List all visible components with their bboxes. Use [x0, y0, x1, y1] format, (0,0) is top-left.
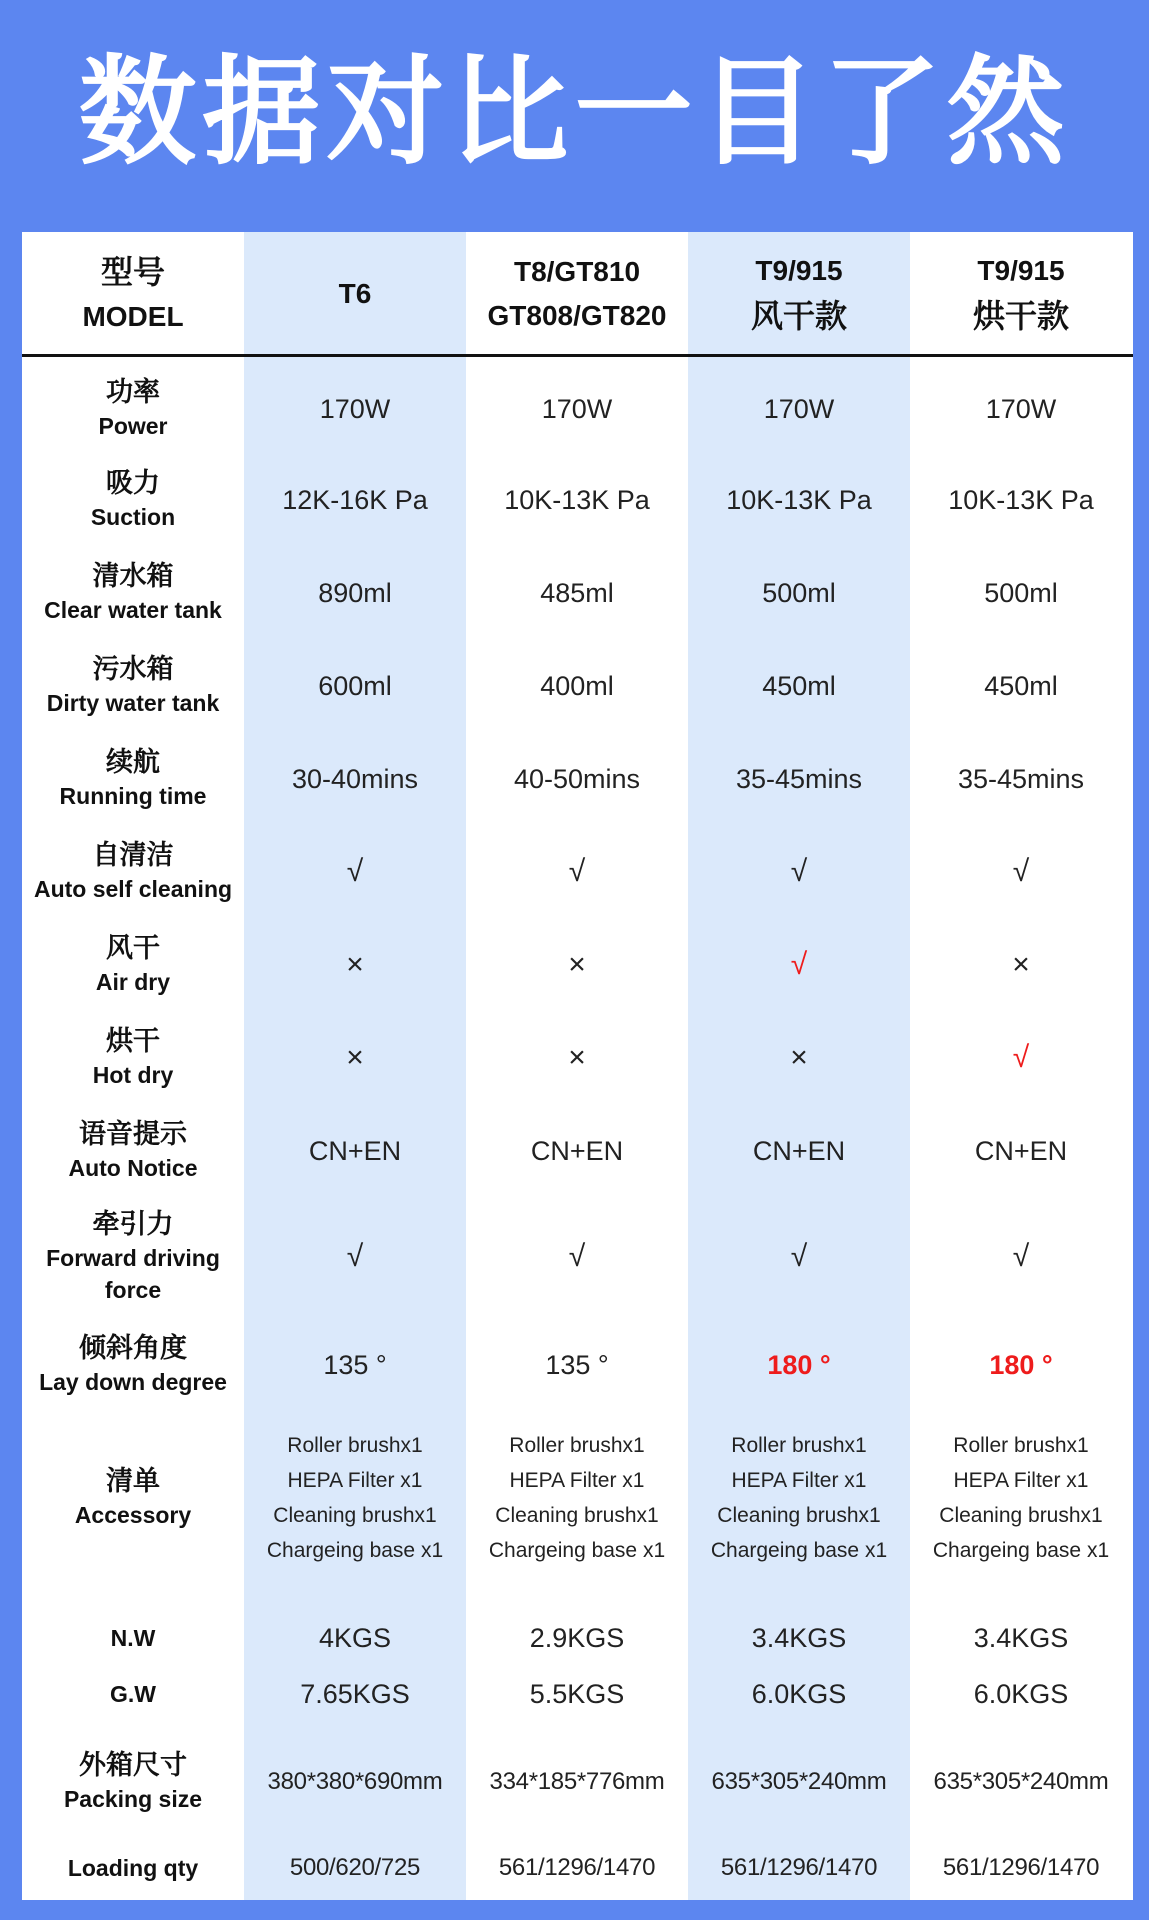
cell-t9-hot: 10K-13K Pa [948, 484, 1094, 515]
row-label-en: Lay down degree [39, 1369, 227, 1395]
model-variant: 烘干款 [972, 296, 1069, 335]
check-mark: √ [346, 855, 364, 888]
row-accessory [22, 1414, 1133, 1582]
accessory-item: HEPA Filter x1 [731, 1469, 867, 1492]
row-loading-qty [22, 1842, 1133, 1894]
cell-t9-hot: 6.0KGS [973, 1678, 1069, 1709]
accessory-item: Roller brushx1 [287, 1434, 423, 1457]
row-label [22, 1104, 244, 1198]
model-name: T8/GT810 [513, 255, 641, 287]
row-net-weight [22, 1612, 1133, 1664]
cell-t6: 30-40mins [291, 763, 419, 794]
accessory-item: Chargeing base x1 [932, 1539, 1110, 1562]
check-mark: √ [1012, 855, 1030, 888]
cell-t9-air: 170W [763, 393, 835, 424]
cross-mark: × [790, 1041, 808, 1074]
cross-mark: × [346, 948, 364, 981]
row-label-en: Auto Notice [68, 1155, 198, 1181]
row-label-en: Air dry [95, 969, 171, 995]
cell-t9-air: 450ml [762, 670, 836, 701]
row-label-en: Running time [59, 783, 207, 809]
cell-t9-hot: 561/1296/1470 [942, 1854, 1100, 1881]
row-label [22, 546, 244, 640]
cell-t6: 890ml [318, 577, 392, 608]
page-title: 数据对比一目了然 [78, 43, 1071, 181]
cell-t6: 4KGS [318, 1622, 392, 1653]
row-label [22, 1198, 244, 1316]
row-label-cn: 清单 [106, 1466, 160, 1497]
header-model-t9-hot [910, 232, 1132, 355]
accessory-list-t9-hot [910, 1414, 1132, 1582]
check-mark: √ [1012, 1240, 1030, 1273]
row-label [22, 1612, 244, 1664]
row-packing-size [22, 1732, 1133, 1832]
row-label-cn: 吸力 [106, 468, 160, 499]
title-banner [0, 0, 1149, 232]
row-label [22, 732, 244, 826]
cell-t9-air: 635*305*240mm [711, 1768, 887, 1795]
accessory-item: Roller brushx1 [509, 1434, 645, 1457]
accessory-item: Cleaning brushx1 [273, 1504, 437, 1527]
row-label [22, 1012, 244, 1104]
accessory-item: Chargeing base x1 [266, 1539, 444, 1562]
model-name: T9/915 [755, 254, 843, 286]
header-label-cn: 型号 [100, 252, 165, 291]
check-mark: √ [568, 855, 586, 888]
check-mark: √ [346, 1240, 364, 1273]
row-label-en: Forward driving [46, 1245, 220, 1271]
cell-t9-hot: CN+EN [974, 1135, 1068, 1166]
cross-mark: × [346, 1041, 364, 1074]
cell-t8: 135 ° [545, 1349, 609, 1380]
row-power [22, 364, 1133, 454]
row-label-en: Suction [90, 504, 176, 530]
cell-t8: CN+EN [530, 1135, 624, 1166]
cell-t6: CN+EN [308, 1135, 402, 1166]
row-label [22, 640, 244, 732]
header-divider [22, 354, 1133, 357]
row-label-en: Hot dry [92, 1062, 174, 1088]
row-label [22, 1732, 244, 1832]
cell-t8: 170W [541, 393, 613, 424]
accessory-item: HEPA Filter x1 [287, 1469, 423, 1492]
accessory-item: HEPA Filter x1 [953, 1469, 1089, 1492]
cell-t6: 7.65KGS [300, 1678, 410, 1709]
header-model-t6 [244, 232, 466, 355]
accessory-list-t6 [244, 1414, 466, 1582]
row-label-cn: 清水箱 [92, 561, 174, 592]
cell-t9-hot: 3.4KGS [973, 1622, 1069, 1653]
row-label-cn: 语音提示 [79, 1119, 187, 1150]
row-label-en: Clear water tank [44, 597, 222, 623]
cell-t8: 334*185*776mm [489, 1768, 665, 1795]
cell-t8: 10K-13K Pa [504, 484, 650, 515]
cell-t6: 135 ° [323, 1349, 387, 1380]
cell-t6: 600ml [318, 670, 392, 701]
comparison-table [22, 232, 1133, 1900]
row-label-cn: 牵引力 [92, 1209, 174, 1240]
row-label-en: Auto self cleaning [33, 876, 233, 902]
header-label-cell [22, 232, 244, 355]
check-mark-highlight: √ [790, 948, 808, 981]
model-variant: 风干款 [750, 296, 847, 335]
row-label-en: Accessory [74, 1502, 192, 1528]
row-label-cn: 功率 [106, 377, 160, 408]
row-label [22, 454, 244, 546]
header-label-en: MODEL [82, 300, 184, 332]
cell-t6: 12K-16K Pa [282, 484, 428, 515]
model-name: T9/915 [977, 254, 1065, 286]
accessory-list-t8 [466, 1414, 688, 1582]
row-hot-dry [22, 1012, 1133, 1104]
row-label-cn: 风干 [106, 933, 160, 964]
row-label-en: Power [98, 413, 168, 439]
row-label [22, 1668, 244, 1720]
cell-t9-air: 6.0KGS [751, 1678, 847, 1709]
cell-t8: 5.5KGS [529, 1678, 625, 1709]
row-label-cn: 倾斜角度 [79, 1333, 187, 1364]
row-label-en: N.W [110, 1625, 156, 1651]
cell-t9-hot: 450ml [984, 670, 1058, 701]
row-label-cn: 续航 [106, 747, 160, 778]
row-label-en: Loading qty [67, 1855, 199, 1881]
cross-mark: × [1012, 948, 1030, 981]
cell-t9-air-highlight: 180 ° [767, 1349, 831, 1380]
cell-t8: 40-50mins [513, 763, 641, 794]
row-label-en: Dirty water tank [46, 690, 220, 716]
row-label-en: Packing size [63, 1786, 203, 1812]
cell-t8: 2.9KGS [529, 1622, 625, 1653]
accessory-item: Roller brushx1 [731, 1434, 867, 1457]
cell-t8: 400ml [540, 670, 614, 701]
row-label [22, 826, 244, 918]
row-gross-weight [22, 1668, 1133, 1720]
accessory-item: Cleaning brushx1 [939, 1504, 1103, 1527]
row-label [22, 1414, 244, 1582]
check-mark: √ [790, 855, 808, 888]
model-name: T6 [338, 277, 372, 309]
accessory-item: Roller brushx1 [953, 1434, 1089, 1457]
row-label [22, 1842, 244, 1894]
cell-t9-hot: 35-45mins [957, 763, 1085, 794]
check-mark-highlight: √ [1012, 1041, 1030, 1074]
cell-t9-air: 10K-13K Pa [726, 484, 872, 515]
row-suction [22, 454, 1133, 546]
row-lay-down-degree [22, 1316, 1133, 1414]
cell-t9-hot: 170W [985, 393, 1057, 424]
cell-t9-hot-highlight: 180 ° [989, 1349, 1053, 1380]
cross-mark: × [568, 948, 586, 981]
row-dirty-water-tank [22, 640, 1133, 732]
cell-t6: 380*380*690mm [267, 1768, 443, 1795]
row-label-en: G.W [110, 1681, 156, 1707]
row-air-dry [22, 918, 1133, 1012]
accessory-item: Cleaning brushx1 [717, 1504, 881, 1527]
row-label-en-2: force [104, 1277, 162, 1303]
cell-t9-air: 35-45mins [735, 763, 863, 794]
cell-t6: 170W [319, 393, 391, 424]
cell-t9-air: 561/1296/1470 [720, 1854, 878, 1881]
accessory-item: Chargeing base x1 [488, 1539, 666, 1562]
header-model-t9-air [688, 232, 910, 355]
cell-t9-air: 500ml [762, 577, 836, 608]
row-label [22, 918, 244, 1012]
cell-t9-air: 3.4KGS [751, 1622, 847, 1653]
cell-t9-air: CN+EN [752, 1135, 846, 1166]
header-row [22, 232, 1133, 355]
cell-t8: 485ml [540, 577, 614, 608]
row-label-cn: 自清洁 [92, 840, 174, 871]
row-label-cn: 污水箱 [92, 654, 174, 685]
row-label [22, 364, 244, 454]
check-mark: √ [568, 1240, 586, 1273]
model-name-sub: GT808/GT820 [487, 299, 667, 331]
row-label-cn: 烘干 [106, 1026, 160, 1057]
accessory-list-t9-air [688, 1414, 910, 1582]
row-auto-notice [22, 1104, 1133, 1198]
cell-t9-hot: 635*305*240mm [933, 1768, 1109, 1795]
header-model-t8 [466, 232, 688, 355]
cell-t8: 561/1296/1470 [498, 1854, 656, 1881]
accessory-item: HEPA Filter x1 [509, 1469, 645, 1492]
cross-mark: × [568, 1041, 586, 1074]
row-label [22, 1316, 244, 1414]
row-forward-driving-force [22, 1198, 1133, 1316]
row-running-time [22, 732, 1133, 826]
check-mark: √ [790, 1240, 808, 1273]
cell-t9-hot: 500ml [984, 577, 1058, 608]
row-clear-water-tank [22, 546, 1133, 640]
row-label-cn: 外箱尺寸 [79, 1750, 187, 1781]
accessory-item: Cleaning brushx1 [495, 1504, 659, 1527]
row-auto-self-cleaning [22, 826, 1133, 918]
cell-t6: 500/620/725 [289, 1854, 421, 1881]
accessory-item: Chargeing base x1 [710, 1539, 888, 1562]
